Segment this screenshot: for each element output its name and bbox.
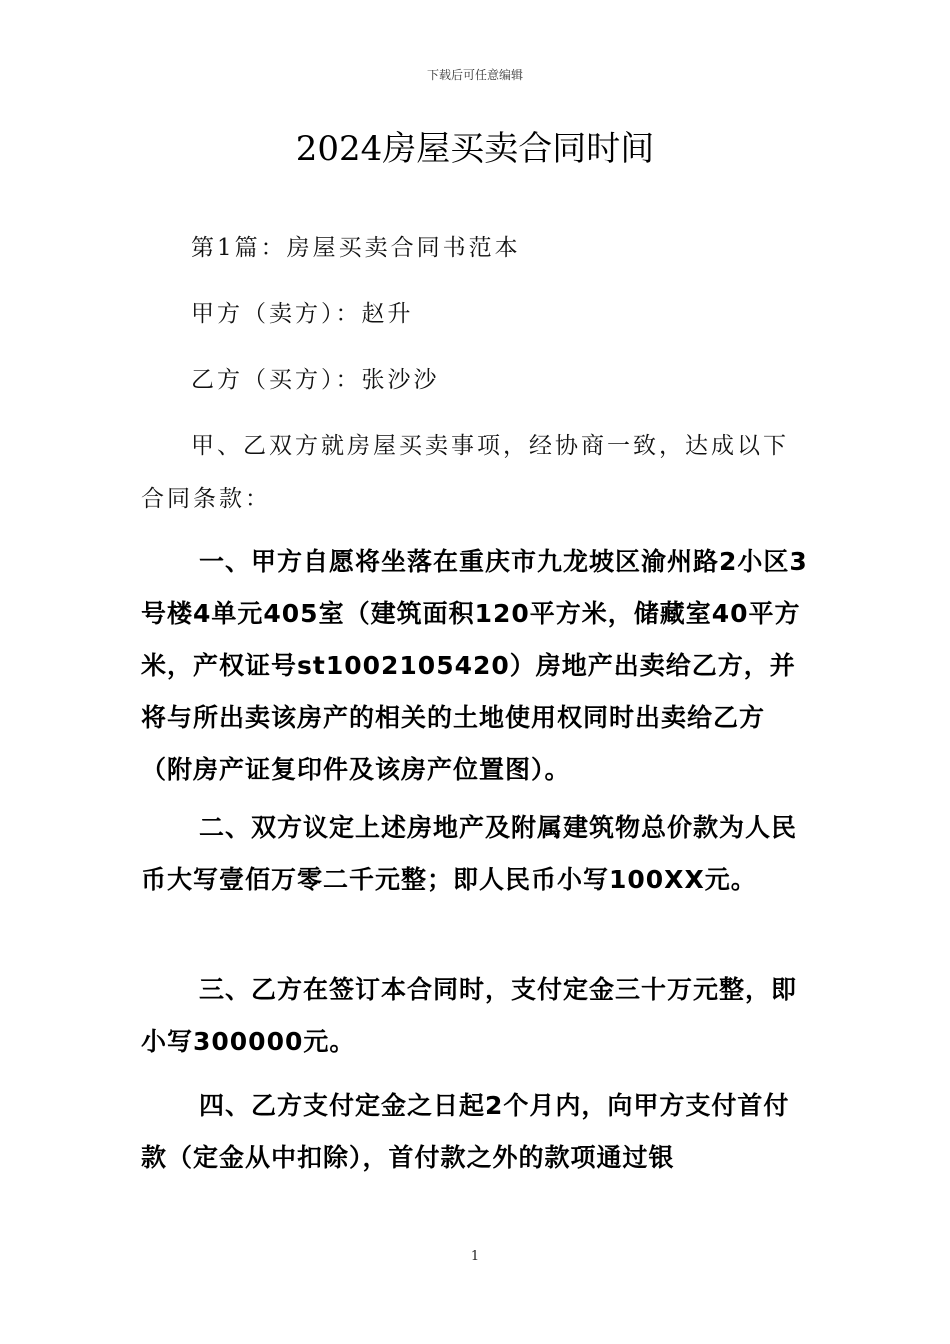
paragraph-clause-3: 三、乙方在签订本合同时，支付定金三十万元整，即小写300000元。 (141, 975, 798, 1056)
paragraph-party-a: 甲方（卖方）：赵升 (191, 301, 414, 327)
header-note: 下载后可任意编辑 (426, 68, 523, 82)
page-number: 1 (470, 1249, 480, 1264)
paragraph-clause-2: 二、双方议定上述房地产及附属建筑物总价款为人民币大写壹佰万零二千元整；即人民币小写100XX元。 (141, 813, 798, 894)
document-title: 2024房屋买卖合同时间 (295, 129, 655, 169)
paragraph-party-b: 乙方（买方）：张沙沙 (191, 367, 440, 393)
paragraph-clause-1: 一、甲方自愿将坐落在重庆市九龙坡区渝州路2小区3号楼4单元405室（建筑面积120平方米，储藏室40平方米，产权证号st1002105420）房地产出卖给乙方，并将与所出卖该房产的相关的土地使用权同时出卖给乙方（附房产证复印件及该房产位置图）。 (141, 547, 808, 784)
paragraph-chapter-heading: 第1篇：房屋买卖合同书范本 (191, 235, 521, 261)
paragraph-preamble: 甲、乙双方就房屋买卖事项，经协商一致，达成以下合同条款： (141, 433, 789, 512)
paragraph-clause-4: 四、乙方支付定金之日起2个月内，向甲方支付首付款（定金从中扣除），首付款之外的款项通过银 (141, 1091, 790, 1172)
